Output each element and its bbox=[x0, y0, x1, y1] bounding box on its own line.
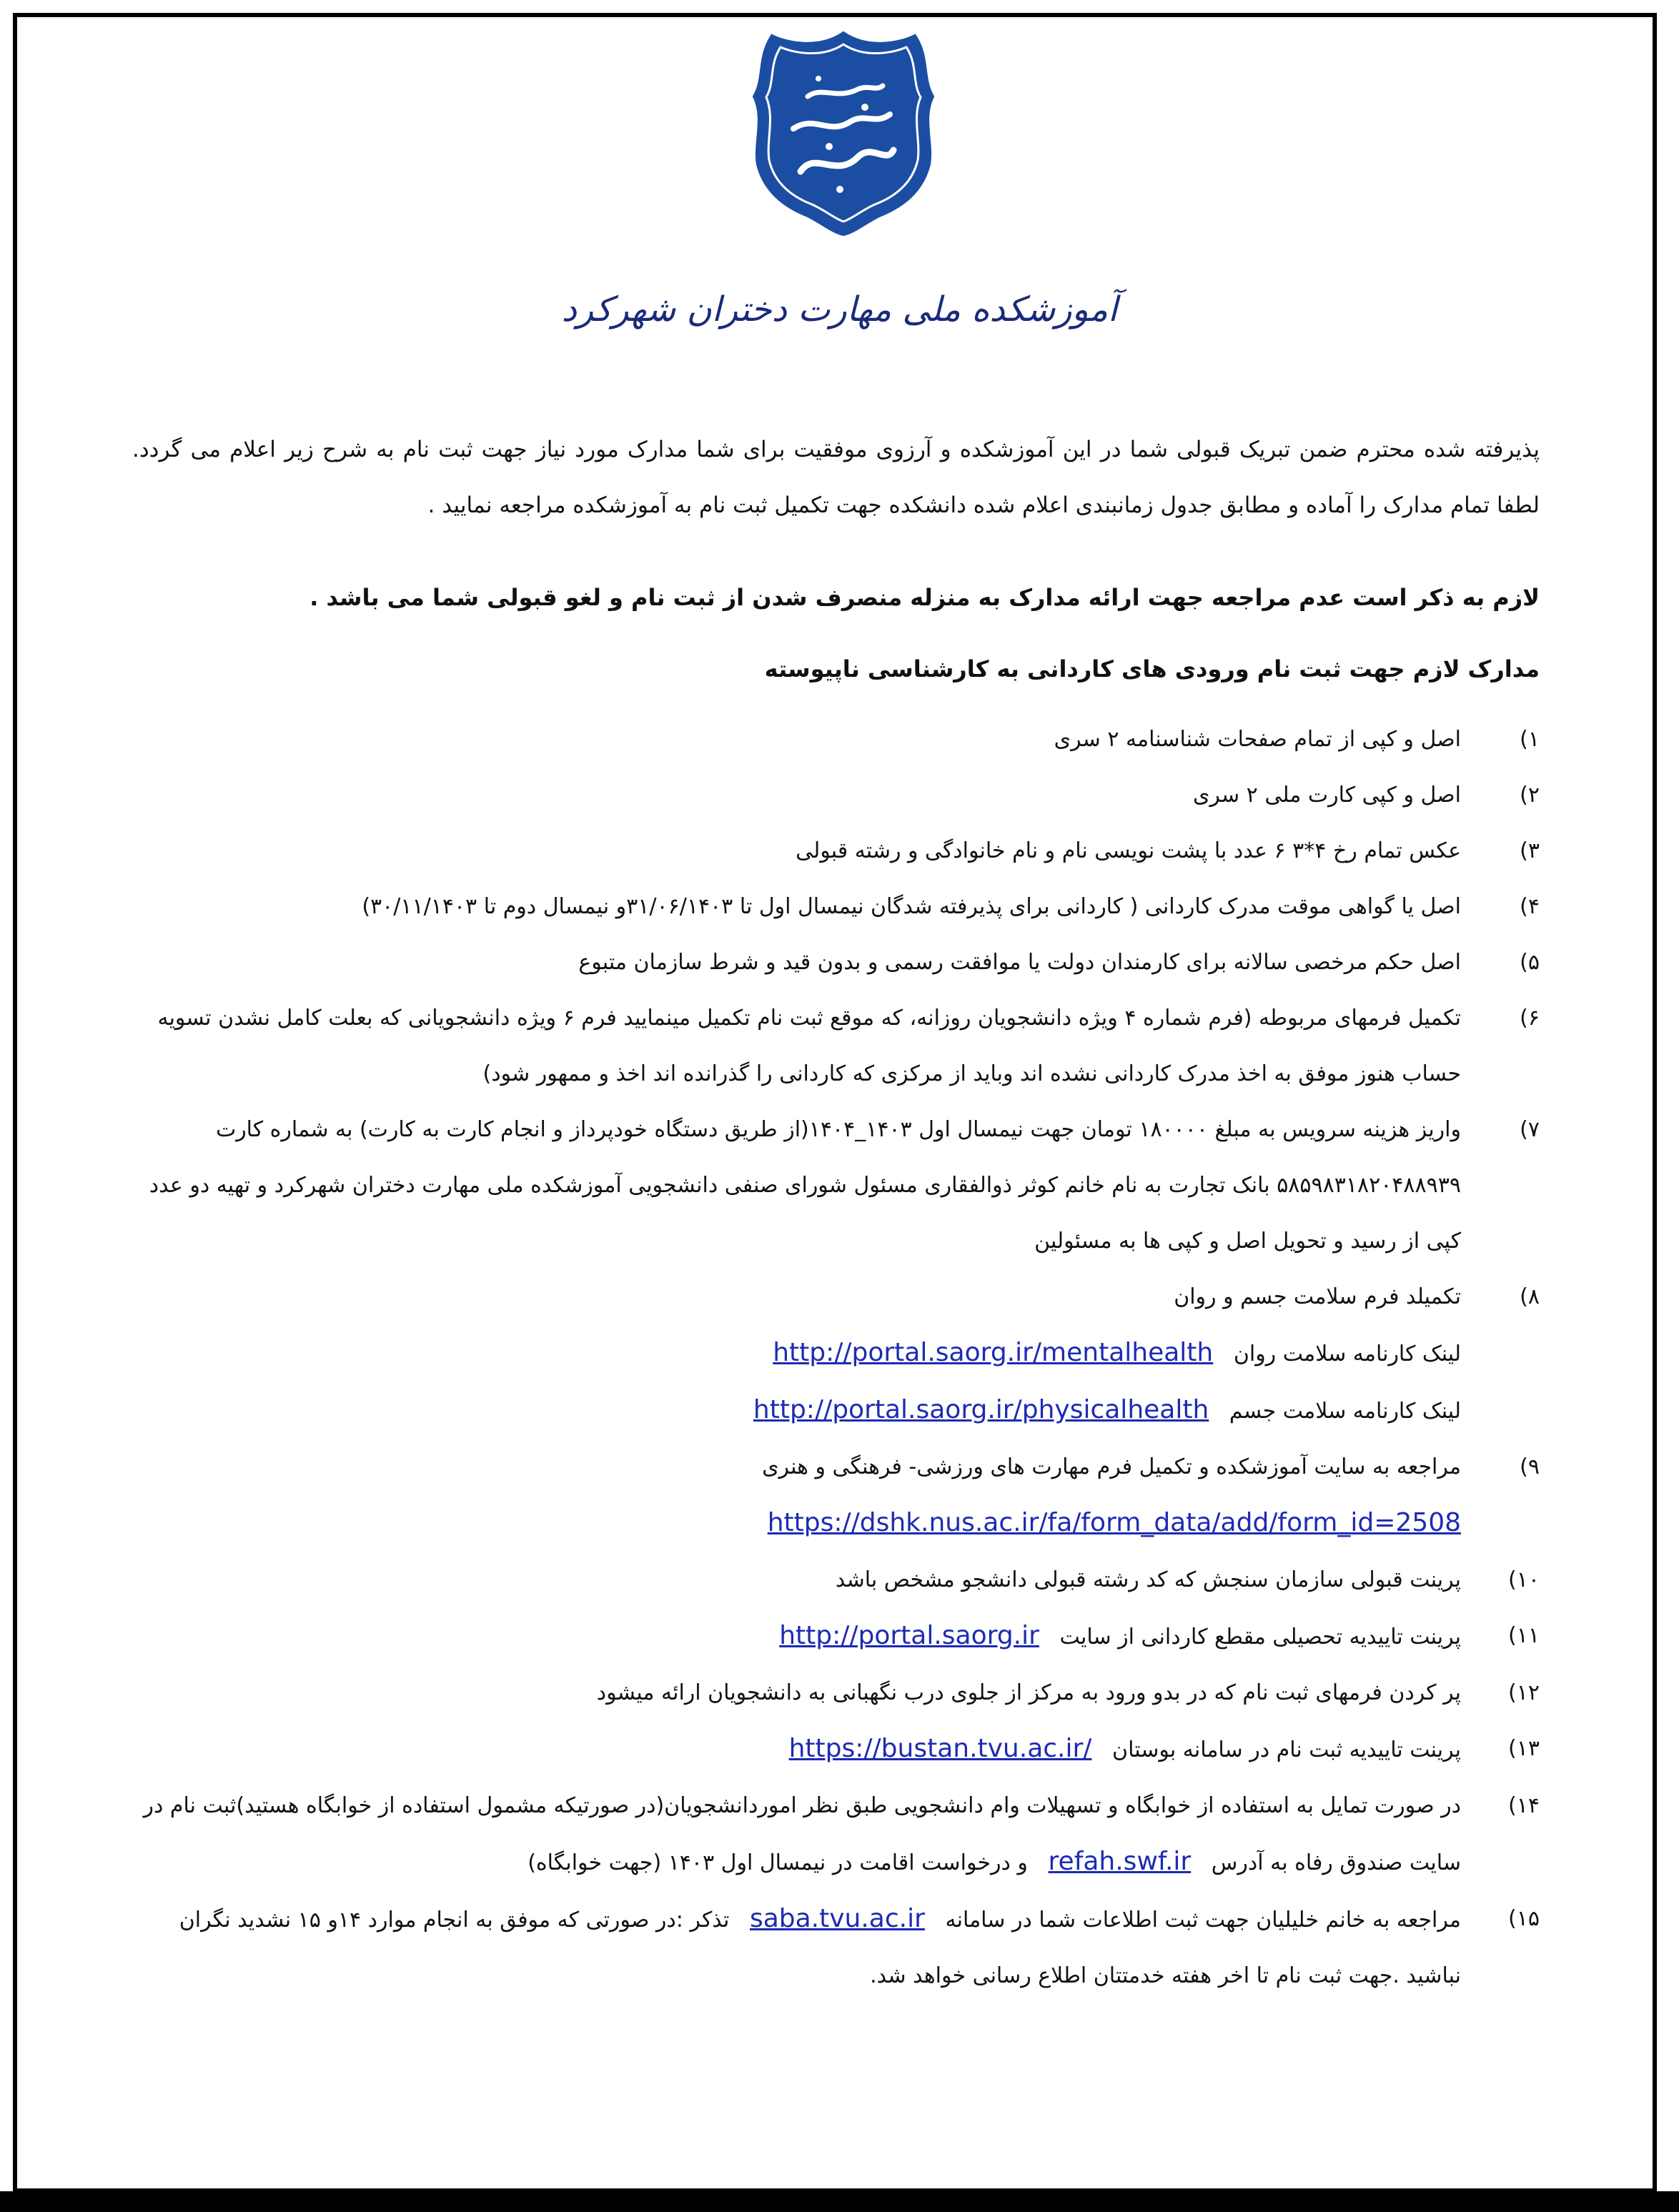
mental-health-link[interactable]: http://portal.saorg.ir/mentalhealth bbox=[773, 1338, 1214, 1367]
list-item: ۱۴) در صورت تمایل به استفاده از خوابگاه و تسهیلات وام دانشجویی طبق نظر اموردانشجویان(در صورتیکه مشمول استفاده از خوابگاه هستید)ثبت نام در سایت صندوق رفاه به آدرس refah.swf.ir و درخواست اقامت در نیمسال اول ۱۴۰۳ (جهت خوابگاه) bbox=[143, 1793, 1540, 1876]
intro-paragraph: پذیرفته شده محترم ضمن تبریک قبولی شما در این آموزشکده و آرزوی موفقیت برای شما مدارک مورد نیاز جهت ثبت نام به شرح زیر اعلام می گردد. لطفا تمام مدارک را آماده و مطابق جدول زمانبندی اعلام شده دانشکده جهت تکمیل ثبت نام به آموزشکده مراجعه نمایید . bbox=[132, 437, 1540, 518]
list-item: ۶) تکمیل فرمهای مربوطه (فرم شماره ۴ ویژه دانشجویان روزانه، که موقع ثبت نام تکمیل مینمایید فرم ۶ ویژه دانشجویانی که بعلت کامل نشدن تسویه حساب هنوز موفق به اخذ مدرک کاردانی نشده اند وباید از مرکزی که کاردانی را گذرانده اند اخذ و ممهور شود) bbox=[157, 1006, 1540, 1086]
list-item: ۴) اصل یا گواهی موقت مدرک کاردانی ( کاردانی برای پذیرفته شدگان نیمسال اول تا ۳۱/۰۶/۱۴۰۳و نیمسال دوم تا ۳۰/۱۱/۱۴۰۳) bbox=[362, 894, 1540, 919]
list-item: ۱۰) پرینت قبولی سازمان سنجش که کد رشته قبولی دانشجو مشخص باشد bbox=[835, 1567, 1540, 1592]
list-item: ۷) واریز هزینه سرویس به مبلغ ۱۸۰۰۰۰ تومان جهت نیمسال اول ۱۴۰۳_۱۴۰۴(از طریق دستگاه خودپرداز و انجام کارت به کارت) به شماره کارت ۵۸۵۹۸۳۱۸۲۰۴۸۸۹۳۹ بانک تجارت به نام خانم کوثر ذوالفقاری مسئول شورای صنفی دانشجویی آموزشکده ملی مهارت دختران شهرکرد و تهیه دو عدد کپی از رسید و تحویل اصل و کپی ها به مسئولین bbox=[149, 1117, 1540, 1254]
list-item: ۱) اصل و کپی از تمام صفحات شناسنامه ۲ سری bbox=[1054, 727, 1540, 752]
mental-health-line: لینک کارنامه سلامت روان http://portal.saorg.ir/mentalhealth bbox=[773, 1338, 1461, 1367]
list-item: ۵) اصل حکم مرخصی سالانه برای کارمندان دولت یا موافقت رسمی و بدون قید و شرط سازمان متبوع bbox=[578, 950, 1540, 975]
requirements-list bbox=[132, 712, 1540, 2004]
physical-health-link[interactable]: http://portal.saorg.ir/physicalhealth bbox=[753, 1395, 1209, 1424]
list-item: ۸) تکمیلد فرم سلامت جسم و روان لینک کارنامه سلامت روان http://portal.saorg.ir/mentalhealth لینک کارنامه سلامت جسم http://portal.saorg.ir/physicalhealth bbox=[132, 1269, 1540, 1439]
list-item: ۳) عکس تمام رخ ۴*۳ ۶ عدد با پشت نویسی نام و نام خانوادگی و رشته قبولی bbox=[796, 838, 1540, 863]
list-item: ۱۱) پرینت تاییدیه تحصیلی مقطع کاردانی از سایت http://portal.saorg.ir bbox=[779, 1621, 1540, 1650]
physical-health-line: لینک کارنامه سلامت جسم http://portal.saorg.ir/physicalhealth bbox=[753, 1395, 1461, 1424]
saba-link[interactable]: saba.tvu.ac.ir bbox=[749, 1904, 925, 1933]
requirements-heading: مدارک لازم جهت ثبت نام ورودی های کاردانی به کارشناسی ناپیوسته bbox=[764, 655, 1540, 683]
list-item: ۹) مراجعه به سایت آموزشکده و تکمیل فرم مهارت های ورزشی- فرهنگی و هنری https://dshk.nus.ac.ir/fa/form_data/add/form_id=2508 bbox=[762, 1454, 1540, 1537]
bottom-bar bbox=[0, 2191, 1679, 2212]
notice-text: لازم به ذکر است عدم مراجعه جهت ارائه مدارک به منزله منصرف شدن از ثبت نام و لغو قبولی شما می باشد . bbox=[309, 584, 1540, 611]
list-item: ۱۳) پرینت تاییدیه ثبت نام در سامانه بوستان https://bustan.tvu.ac.ir/ bbox=[788, 1734, 1540, 1763]
institute-name: آموزشکده ملی مهارت دختران شهرکرد bbox=[561, 289, 1118, 329]
list-item: ۱۵) مراجعه به خانم خلیلیان جهت ثبت اطلاعات شما در سامانه saba.tvu.ac.ir تذکر :در صورتی که موفق به انجام موارد ۱۴و ۱۵ نشدید نگران نباشید .جهت ثبت نام تا اخر هفته خدمتتان اطلاع رسانی خواهد شد. bbox=[179, 1904, 1540, 1988]
document-body bbox=[132, 422, 1540, 2004]
bustan-link[interactable]: https://bustan.tvu.ac.ir/ bbox=[788, 1734, 1092, 1763]
refah-link[interactable]: refah.swf.ir bbox=[1048, 1847, 1192, 1876]
list-item: ۱۲) پر کردن فرمهای ثبت نام که در بدو ورود به مرکز از جلوی درب نگهبانی به دانشجویان ارائه میشود bbox=[596, 1680, 1540, 1705]
list-item: ۲) اصل و کپی کارت ملی ۲ سری bbox=[1192, 783, 1540, 808]
saorg-link[interactable]: http://portal.saorg.ir bbox=[779, 1621, 1039, 1650]
university-logo bbox=[751, 29, 936, 236]
sports-form-link[interactable]: https://dshk.nus.ac.ir/fa/form_data/add/form_id=2508 bbox=[767, 1508, 1461, 1537]
